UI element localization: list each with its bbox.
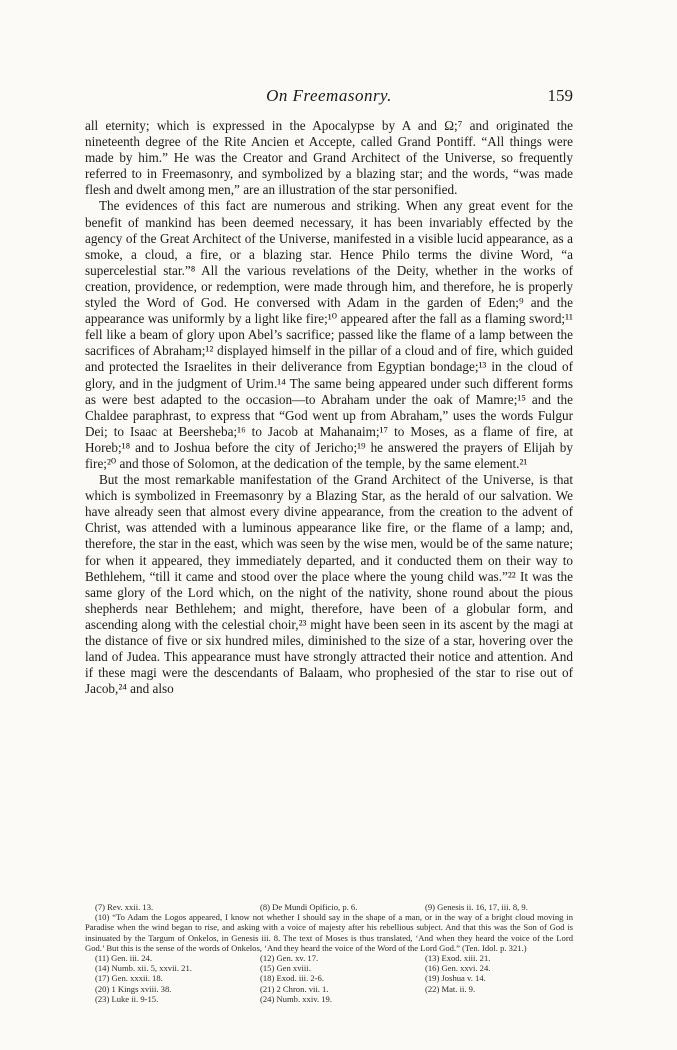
page-number: 159 (547, 86, 573, 105)
body-text (85, 118, 573, 697)
footnote-row (85, 984, 573, 994)
footnote-14: (14) Numb. xii. 5, xxvii. 21. (95, 963, 192, 974)
paragraph-1: all eternity; which is expressed in the Apocalypse by A and Ω;⁷ and originated the nineteenth degree of the Rite Ancien et Accepte, called Grand Pontiff. “All things were made by him.” He was the Creator and Grand Architect of the Universe, so frequently referred to in Freemasonry, and symbolized by a blazing star; and the words, “was made flesh and dwelt among men,” are an illustration of the star personified. (85, 118, 573, 198)
footnote-7: (7) Rev. xxii. 13. (95, 902, 154, 912)
footnote-8: (8) De Mundi Opificio, p. 6. (260, 902, 358, 912)
footnote-15: (15) Gen xviii. (260, 963, 311, 974)
footnote-23: (23) Luke ii. 9-15. (95, 993, 159, 1004)
footnote-20: (20) 1 Kings xviii. 38. (95, 983, 172, 994)
footnote-row (85, 902, 573, 912)
footnote-16: (16) Gen. xxvi. 24. (425, 963, 491, 974)
footnote-22: (22) Mat. ii. 9. (425, 983, 476, 994)
footnote-10: (10) “To Adam the Logos appeared, I know not whether I should say in the shape of a man, or in the way of a bright cloud moving in Paradise when the wind began to rise, and asking with a voice of majesty after his rebellious subject. And that this was the Son of God is insinuated by the Targum of Onkelos, in Genesis iii. 8. The text of Moses is thus translated, ‘And when they heard the voice of the Lord God.’ But this is the sense of the words of Onkelos, ‘And they heard the voice of the Word of the Lord God.” (Ten. Idol. p. 321.) (85, 912, 573, 953)
footnote-24: (24) Numb. xxiv. 19. (260, 993, 333, 1004)
footnote-row (85, 963, 573, 973)
footnotes (85, 902, 573, 1004)
footnote-18: (18) Exod. iii. 2-6. (260, 973, 324, 984)
footnote-row (85, 973, 573, 983)
footnote-row (85, 994, 573, 1004)
page-header (85, 86, 573, 108)
footnote-9: (9) Genesis ii. 16, 17, iii. 8, 9. (425, 902, 528, 912)
footnote-17: (17) Gen. xxxii. 18. (95, 973, 163, 984)
paragraph-2: The evidences of this fact are numerous and striking. When any great event for the benefit of mankind has been deemed necessary, it has been invariably effected by the agency of the Great Architect of the Universe, manifested in a visible lucid appearance, as a smoke, a cloud, a fire, or a blazing star. Hence Philo terms the divine Word, “a supercelestial star.”⁸ All the various revelations of the Deity, whether in the works of creation, providence, or redemption, were made through him, and therefore, he is properly styled the Word of God. He conversed with Adam in the garden of Eden;⁹ and the appearance was uniformly by a light like fire;¹⁰ appeared after the fall as a flaming sword;¹¹ fell like a beam of glory upon Abel’s sacrifice; passed like the flame of a lamp between the sacrifices of Abraham;¹² displayed himself in the pillar of a cloud and of fire, which guided and protected the Israelites in their deliverance from Egyptian bondage;¹³ in the cloud of glory, and in the judgment of Urim.¹⁴ The same being appeared under such different forms as were best adapted to the occasion—to Abraham under the oak of Mamre;¹⁵ and the Chaldee paraphrast, to express that “God went up from Abraham,” uses the words Fulgur Dei; to Isaac at Beersheba;¹⁶ to Jacob at Mahanaim;¹⁷ to Moses, as a flame of fire, at Horeb;¹⁸ and to Joshua before the city of Jericho;¹⁹ he answered the prayers of Elijah by fire;²⁰ and those of Solomon, at the dedication of the temple, by the same element.²¹ (85, 198, 573, 471)
footnote-21: (21) 2 Chron. vii. 1. (260, 983, 329, 994)
footnote-12: (12) Gen. xv. 17. (260, 953, 319, 964)
footnote-row (85, 953, 573, 963)
footnote-19: (19) Joshua v. 14. (425, 973, 486, 984)
footnote-11: (11) Gen. iii. 24. (95, 953, 152, 964)
footnote-empty (425, 994, 573, 1004)
footnote-13: (13) Exod. xiii. 21. (425, 953, 491, 964)
paragraph-3: But the most remarkable manifestation of the Grand Architect of the Universe, is that which is symbolized in Freemasonry by a Blazing Star, as the herald of our salvation. We have already seen that almost every divine appearance, from the creation to the advent of Christ, was attended with a luminous appearance like fire, or the flame of a lamp; and, therefore, the star in the east, which was seen by the wise men, would be of the same nature; for when it appeared, they immediately departed, and it conducted them on their way to Bethlehem, “till it came and stood over the place where the young child was.”²² It was the same glory of the Lord which, on the night of the nativity, shone round about the pious shepherds near Bethlehem; and might, therefore, have been of a globular form, and ascending along with the celestial choir,²³ might have been seen in its ascent by the magi at the distance of five or six hundred miles, diminished to the size of a star, hovering over the land of Judea. This appearance must have strongly attracted their notice and attention. And if these magi were the descendants of Balaam, who prophesied of the star to rise out of Jacob,²⁴ and also (85, 472, 573, 697)
running-title: On Freemasonry. (266, 86, 392, 105)
